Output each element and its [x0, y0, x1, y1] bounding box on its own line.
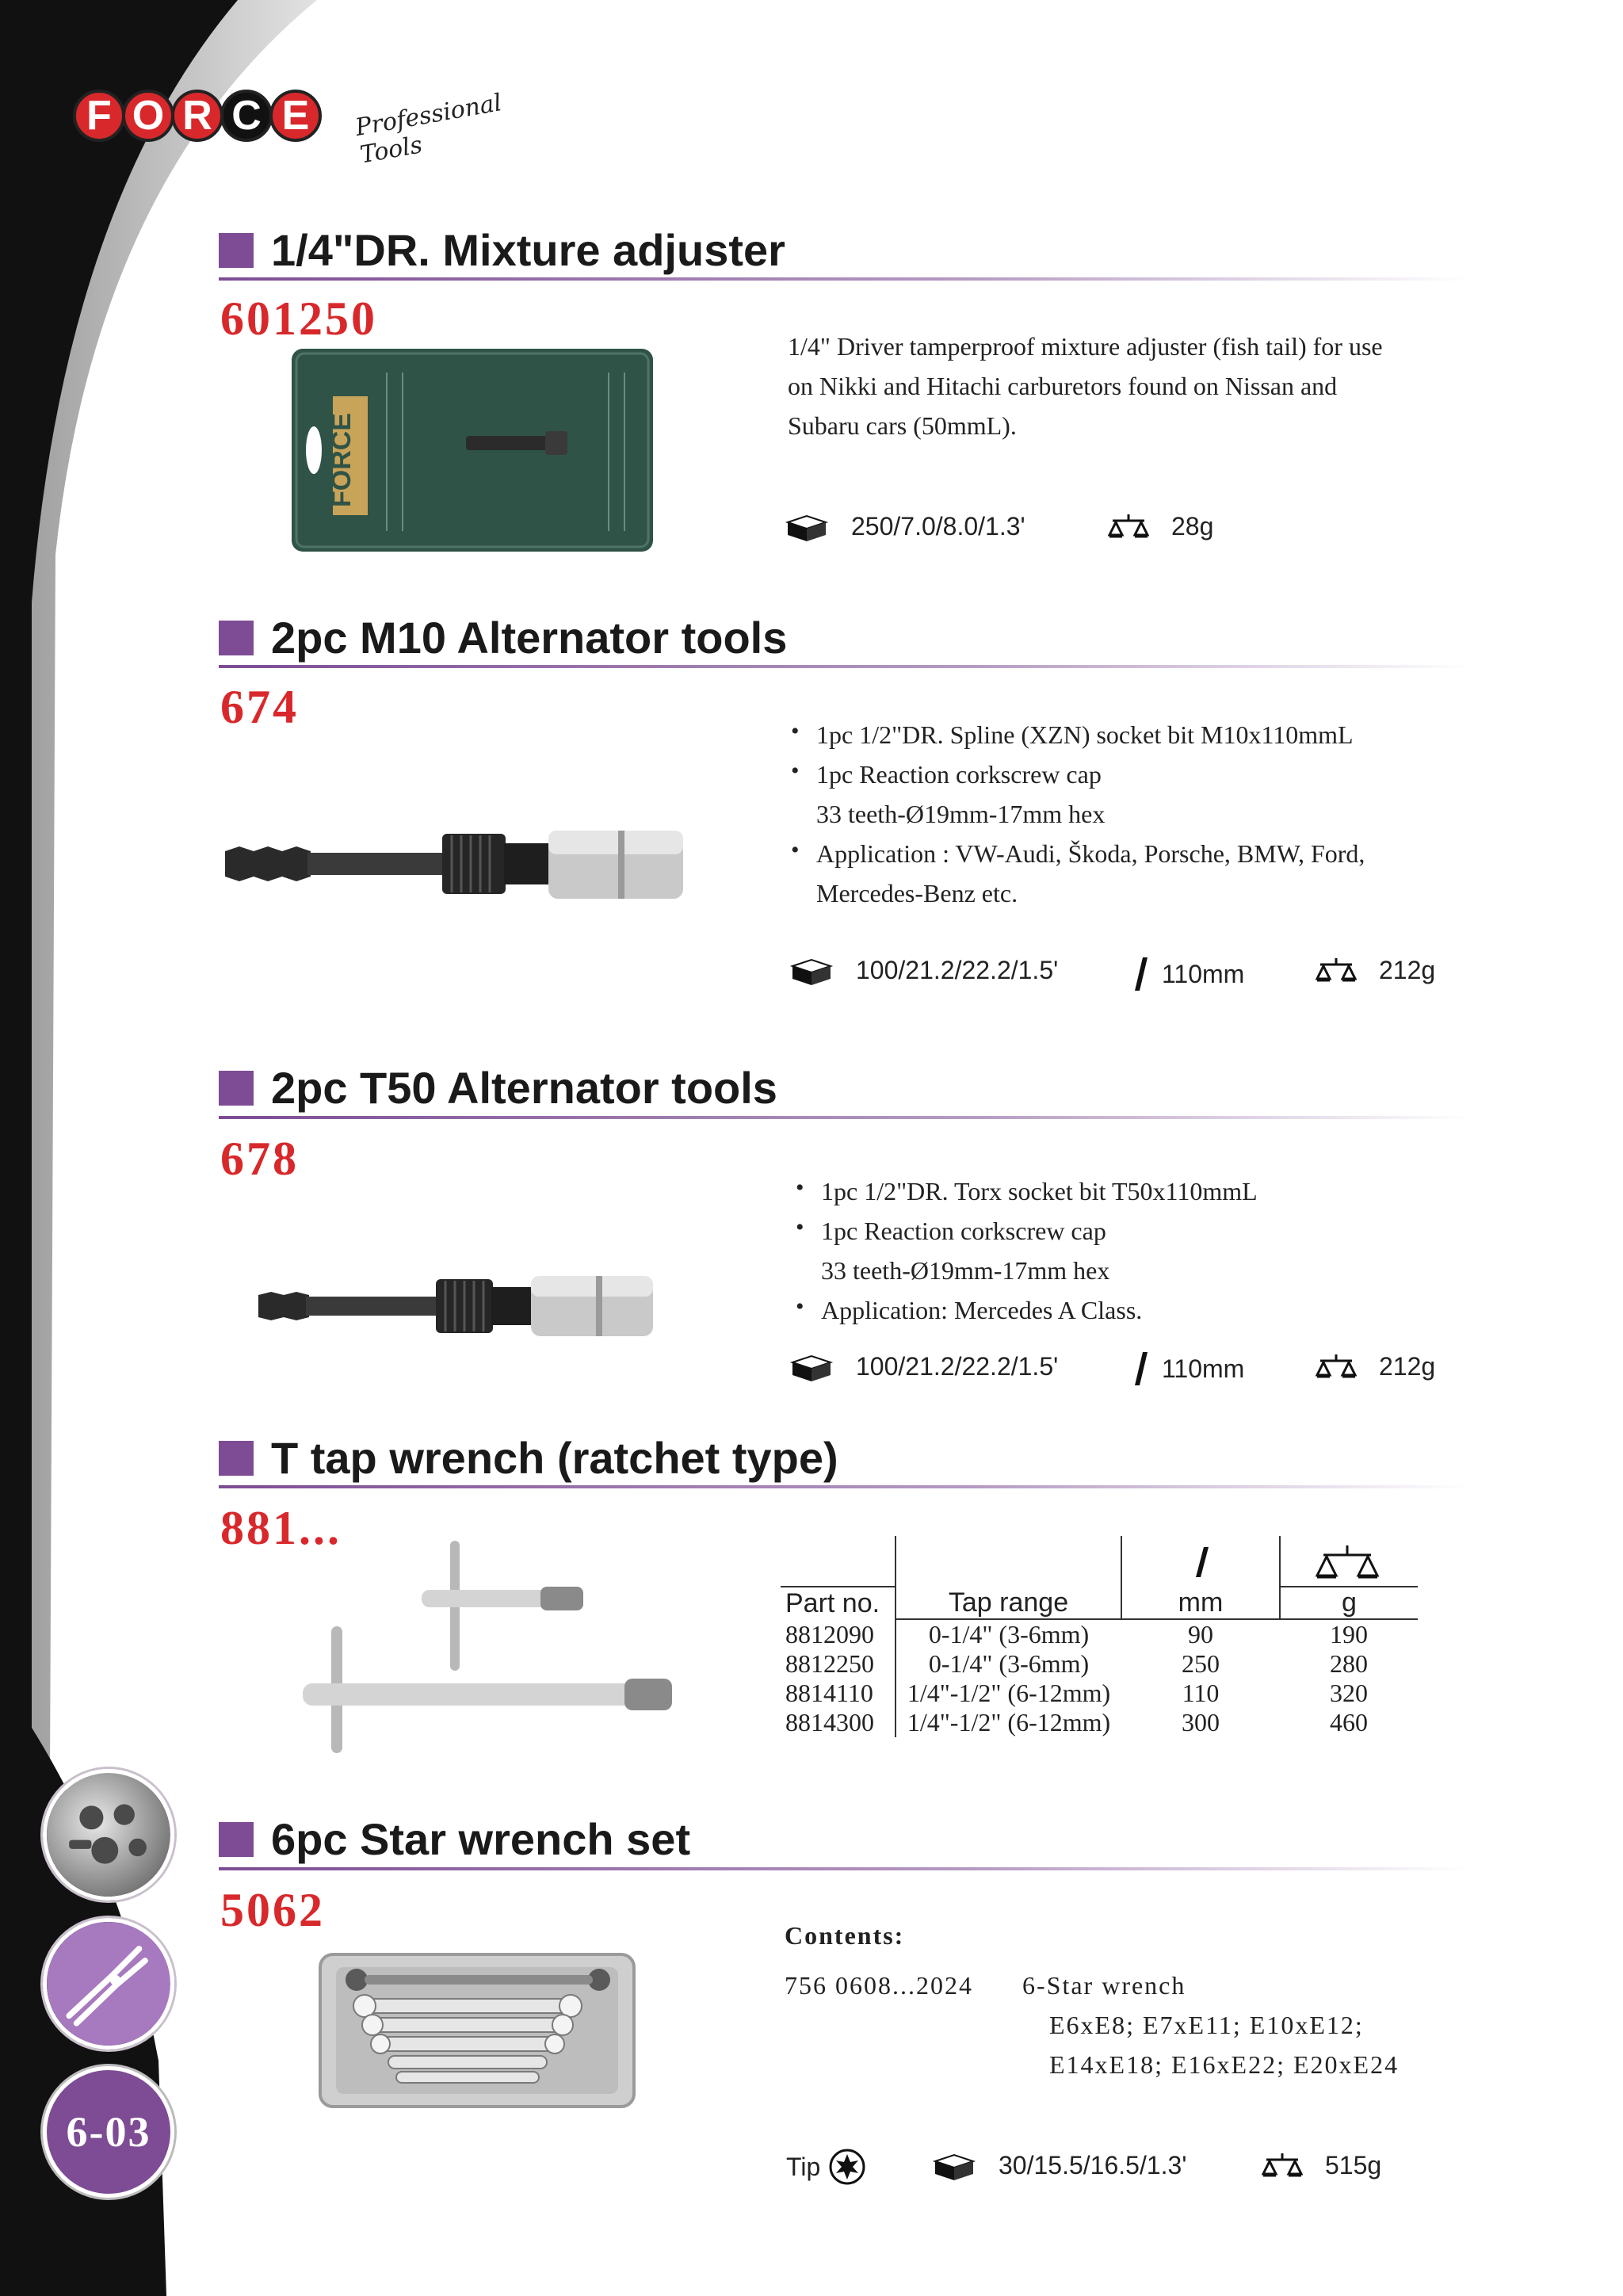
section-heading: 1/4"DR. Mixture adjuster — [271, 225, 785, 275]
t50-alternator-tool-image — [255, 1270, 683, 1343]
list-item: • 1pc 1/2"DR. Spline (XZN) socket bit M10x110mmL — [791, 718, 1354, 749]
section-rule — [219, 1116, 1471, 1119]
weight-value: 515g — [1325, 2151, 1382, 2179]
table-cell: 190 — [1330, 1620, 1368, 1648]
package-value: 100/21.2/22.2/1.5' — [856, 956, 1059, 984]
package-spec — [789, 1352, 1058, 1381]
weight-value: 212g — [1379, 956, 1436, 984]
t-tap-wrench-image — [295, 1538, 675, 1753]
scale-icon — [1262, 2152, 1303, 2180]
contents-line: 6-Star wrench — [1022, 1971, 1186, 2000]
list-item-text: Application : VW-Audi, Škoda, Porsche, BMW, Ford, — [816, 839, 1365, 868]
table-row — [781, 1708, 1418, 1737]
column-header: mm — [1121, 1587, 1280, 1619]
part-number: 674 — [220, 681, 299, 733]
section-title-m10-alternator — [219, 612, 787, 663]
box-icon — [932, 2152, 976, 2180]
weight-value: 28g — [1171, 512, 1214, 541]
table-cell: 320 — [1330, 1679, 1368, 1707]
part-number: 881... — [220, 1502, 342, 1554]
table-cell: 8814110 — [785, 1679, 873, 1707]
table-row — [781, 1619, 1418, 1649]
part-number: 601250 — [220, 292, 377, 345]
table-row — [781, 1679, 1418, 1708]
description-line: 1/4" Driver tamperproof mixture adjuster (fish tail) for use — [788, 332, 1383, 361]
contents-line: E6xE8; E7xE11; E10xE12; — [1049, 2011, 1364, 2039]
table-cell: 280 — [1330, 1649, 1368, 1678]
scale-icon — [1316, 1353, 1357, 1381]
part-number: 678 — [220, 1133, 299, 1185]
list-item-text: 1pc Reaction corkscrew cap — [821, 1217, 1106, 1245]
list-item: • 1pc Reaction corkscrew cap — [796, 1214, 1106, 1245]
table-cell: 8812090 — [785, 1619, 874, 1648]
list-item: • 1pc 1/2"DR. Torx socket bit T50x110mmL — [796, 1175, 1258, 1205]
logo-letter-f: F — [73, 90, 125, 142]
section-marker — [219, 621, 254, 655]
list-item-text: 33 teeth-Ø19mm-17mm hex — [821, 1256, 1110, 1285]
list-item — [785, 794, 1365, 834]
weight-spec — [1108, 512, 1213, 541]
column-header: g — [1280, 1587, 1418, 1619]
list-item-text: 33 teeth-Ø19mm-17mm hex — [816, 800, 1106, 828]
feature-list — [785, 715, 1365, 913]
weight-spec — [1316, 1352, 1435, 1381]
column-header: Tap range — [896, 1587, 1121, 1619]
contents-line: E14xE18; E16xE22; E20xE24 — [1049, 2050, 1400, 2079]
logo-letter-c: C — [220, 90, 273, 142]
table-cell: 1/4"-1/2" (6-12mm) — [896, 1708, 1121, 1737]
page-number-badge: 6-03 — [43, 2066, 174, 2198]
table-cell: 110 — [1182, 1679, 1220, 1707]
logo-letter-e: E — [269, 90, 322, 142]
section-title-mixture-adjuster — [219, 224, 785, 276]
description-line: on Nikki and Hitachi carburetors found on Nissan and — [788, 372, 1338, 400]
box-icon — [789, 1353, 834, 1381]
scale-icon — [1316, 957, 1357, 985]
list-item-text: Application: Mercedes A Class. — [821, 1296, 1143, 1324]
box-icon — [785, 513, 829, 541]
package-value: 250/7.0/8.0/1.3' — [851, 512, 1025, 541]
section-rule — [219, 1485, 1471, 1488]
table-cell: 0-1/4" (3-6mm) — [896, 1619, 1121, 1649]
section-title-star-wrench-set — [219, 1813, 690, 1865]
section-rule — [219, 665, 1471, 668]
column-header: Part no. — [781, 1587, 896, 1619]
logo-tagline: Professional Tools — [353, 89, 504, 170]
section-marker — [219, 1822, 254, 1857]
engine-category-image — [43, 1769, 174, 1901]
list-item — [789, 1251, 1258, 1290]
m10-alternator-tool-image — [222, 823, 689, 905]
star-wrench-set-image — [317, 1951, 637, 2110]
table-cell: 250 — [1182, 1649, 1220, 1678]
table-icon-row — [781, 1536, 1418, 1587]
list-item-text: 1pc 1/2"DR. Torx socket bit T50x110mmL — [821, 1177, 1258, 1205]
section-title-t50-alternator — [219, 1062, 777, 1114]
contents-code: 756 0608...2024 — [785, 1971, 973, 2000]
pliers-category-icon — [43, 1918, 174, 2050]
list-item-text: 1pc Reaction corkscrew cap — [816, 760, 1102, 789]
package-value: 100/21.2/22.2/1.5' — [856, 1352, 1059, 1381]
list-item-text: Mercedes-Benz etc. — [816, 879, 1018, 907]
section-marker — [219, 1071, 254, 1106]
length-icon — [1132, 1350, 1151, 1387]
weight-spec — [1316, 956, 1435, 985]
table-cell: 90 — [1188, 1620, 1213, 1648]
list-item — [785, 873, 1365, 913]
contents-list — [1022, 1966, 1399, 2084]
weight-value: 212g — [1379, 1352, 1436, 1381]
table-cell: 0-1/4" (3-6mm) — [896, 1649, 1121, 1679]
section-heading: 2pc T50 Alternator tools — [271, 1063, 777, 1113]
table-cell: 8812250 — [785, 1649, 874, 1678]
section-marker — [219, 233, 254, 268]
tap-wrench-table — [781, 1536, 1418, 1737]
table-cell: 1/4"-1/2" (6-12mm) — [896, 1679, 1121, 1708]
package-spec — [789, 956, 1058, 985]
mixture-adjuster-package-image — [292, 349, 653, 552]
torx-star-icon — [828, 2148, 866, 2186]
section-rule — [219, 1867, 1471, 1870]
list-item-text: 1pc 1/2"DR. Spline (XZN) socket bit M10x110mmL — [816, 720, 1354, 749]
length-spec — [1132, 956, 1244, 992]
section-marker — [219, 1441, 254, 1476]
scale-icon — [1108, 513, 1149, 541]
table-cell: 460 — [1330, 1708, 1368, 1736]
table-cell: 300 — [1182, 1708, 1220, 1736]
package-value: 30/15.5/16.5/1.3' — [999, 2151, 1187, 2179]
package-card-brand: FORCE — [327, 413, 357, 507]
feature-list — [789, 1171, 1258, 1330]
section-title-t-tap-wrench — [219, 1432, 838, 1484]
part-number: 5062 — [220, 1884, 325, 1936]
section-heading: 6pc Star wrench set — [271, 1814, 691, 1864]
logo-letter-o: O — [122, 90, 174, 142]
brand-logo — [73, 83, 548, 170]
section-rule — [219, 277, 1471, 281]
table-row — [781, 1649, 1418, 1679]
section-heading: 2pc M10 Alternator tools — [271, 613, 788, 663]
product-description — [788, 327, 1383, 445]
description-line: Subaru cars (50mmL). — [788, 411, 1017, 440]
weight-spec — [1262, 2151, 1381, 2180]
box-icon — [789, 957, 834, 985]
length-icon — [1132, 956, 1151, 992]
table-header-row — [781, 1587, 1418, 1619]
section-heading: T tap wrench (ratchet type) — [271, 1433, 838, 1483]
package-spec — [785, 512, 1025, 541]
contents-label: Contents: — [785, 1921, 905, 1950]
length-value: 110mm — [1162, 959, 1245, 988]
length-value: 110mm — [1162, 1354, 1245, 1383]
list-item: • Application : VW-Audi, Škoda, Porsche, BMW, Ford, — [791, 837, 1365, 868]
package-spec — [932, 2151, 1186, 2180]
tip-spec — [786, 2148, 888, 2186]
length-spec — [1132, 1350, 1244, 1387]
table-cell: 8814300 — [785, 1708, 874, 1736]
logo-letter-r: R — [171, 90, 223, 142]
tip-label: Tip — [786, 2152, 821, 2181]
list-item: • 1pc Reaction corkscrew cap — [791, 758, 1102, 789]
list-item: • Application: Mercedes A Class. — [796, 1293, 1143, 1324]
